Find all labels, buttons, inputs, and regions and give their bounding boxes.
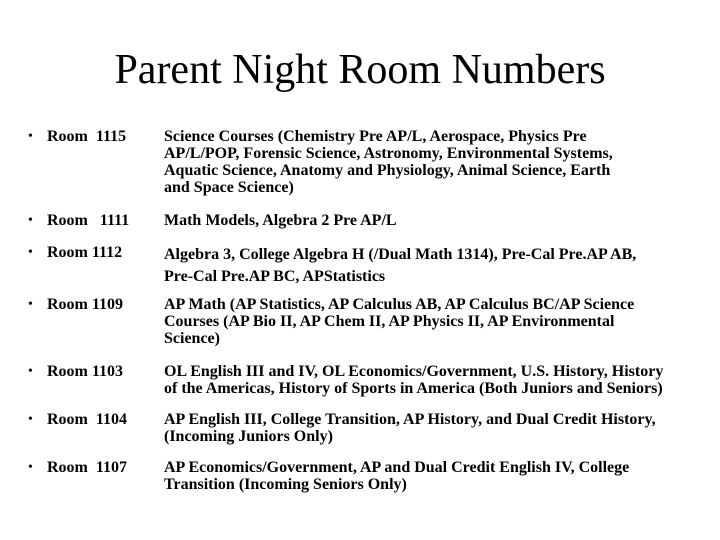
bullet-icon: • bbox=[28, 245, 33, 260]
bullet-icon: • bbox=[28, 364, 33, 379]
bullet-icon: • bbox=[28, 460, 33, 475]
room-courses: OL English III and IV, OL Economics/Government, U.S. History, History of the Americas, History of Sports in America (Both Juniors and Seniors) bbox=[164, 363, 664, 397]
room-courses: AP Math (AP Statistics, AP Calculus AB, AP Calculus BC/AP Science Courses (AP Bio II, AP Chem II, AP Physics II, AP Environmental Science) bbox=[164, 296, 635, 347]
room-number: Room 1111 bbox=[47, 212, 130, 229]
slide-title: Parent Night Room Numbers bbox=[114, 47, 606, 93]
room-number: Room 1109 bbox=[47, 296, 123, 313]
bullet-icon: • bbox=[28, 412, 33, 427]
room-courses: Math Models, Algebra 2 Pre AP/L bbox=[164, 212, 397, 229]
room-courses: Science Courses (Chemistry Pre AP/L, Aerospace, Physics Pre AP/L/POP, Forensic Science, Astronomy, Environmental Systems, Aquatic Science, Anatomy and Physiology, Animal Science, Earth and Space Science) bbox=[164, 128, 613, 196]
room-number: Room 1112 bbox=[47, 244, 123, 261]
room-courses: AP English III, College Transition, AP History, and Dual Credit History, (Incoming Juniors Only) bbox=[164, 411, 656, 445]
room-number: Room 1103 bbox=[47, 363, 123, 380]
bullet-icon: • bbox=[28, 129, 33, 144]
room-courses: AP Economics/Government, AP and Dual Credit English IV, College Transition (Incoming Seniors Only) bbox=[164, 459, 630, 493]
room-courses: Algebra 3, College Algebra H (/Dual Math 1314), Pre-Cal Pre.AP AB, Pre-Cal Pre.AP BC, APStatistics bbox=[164, 246, 637, 285]
room-number: Room 1107 bbox=[47, 459, 127, 476]
room-number: Room 1115 bbox=[47, 128, 127, 145]
bullet-icon: • bbox=[28, 297, 33, 312]
room-number: Room 1104 bbox=[47, 411, 127, 428]
bullet-icon: • bbox=[28, 213, 33, 228]
